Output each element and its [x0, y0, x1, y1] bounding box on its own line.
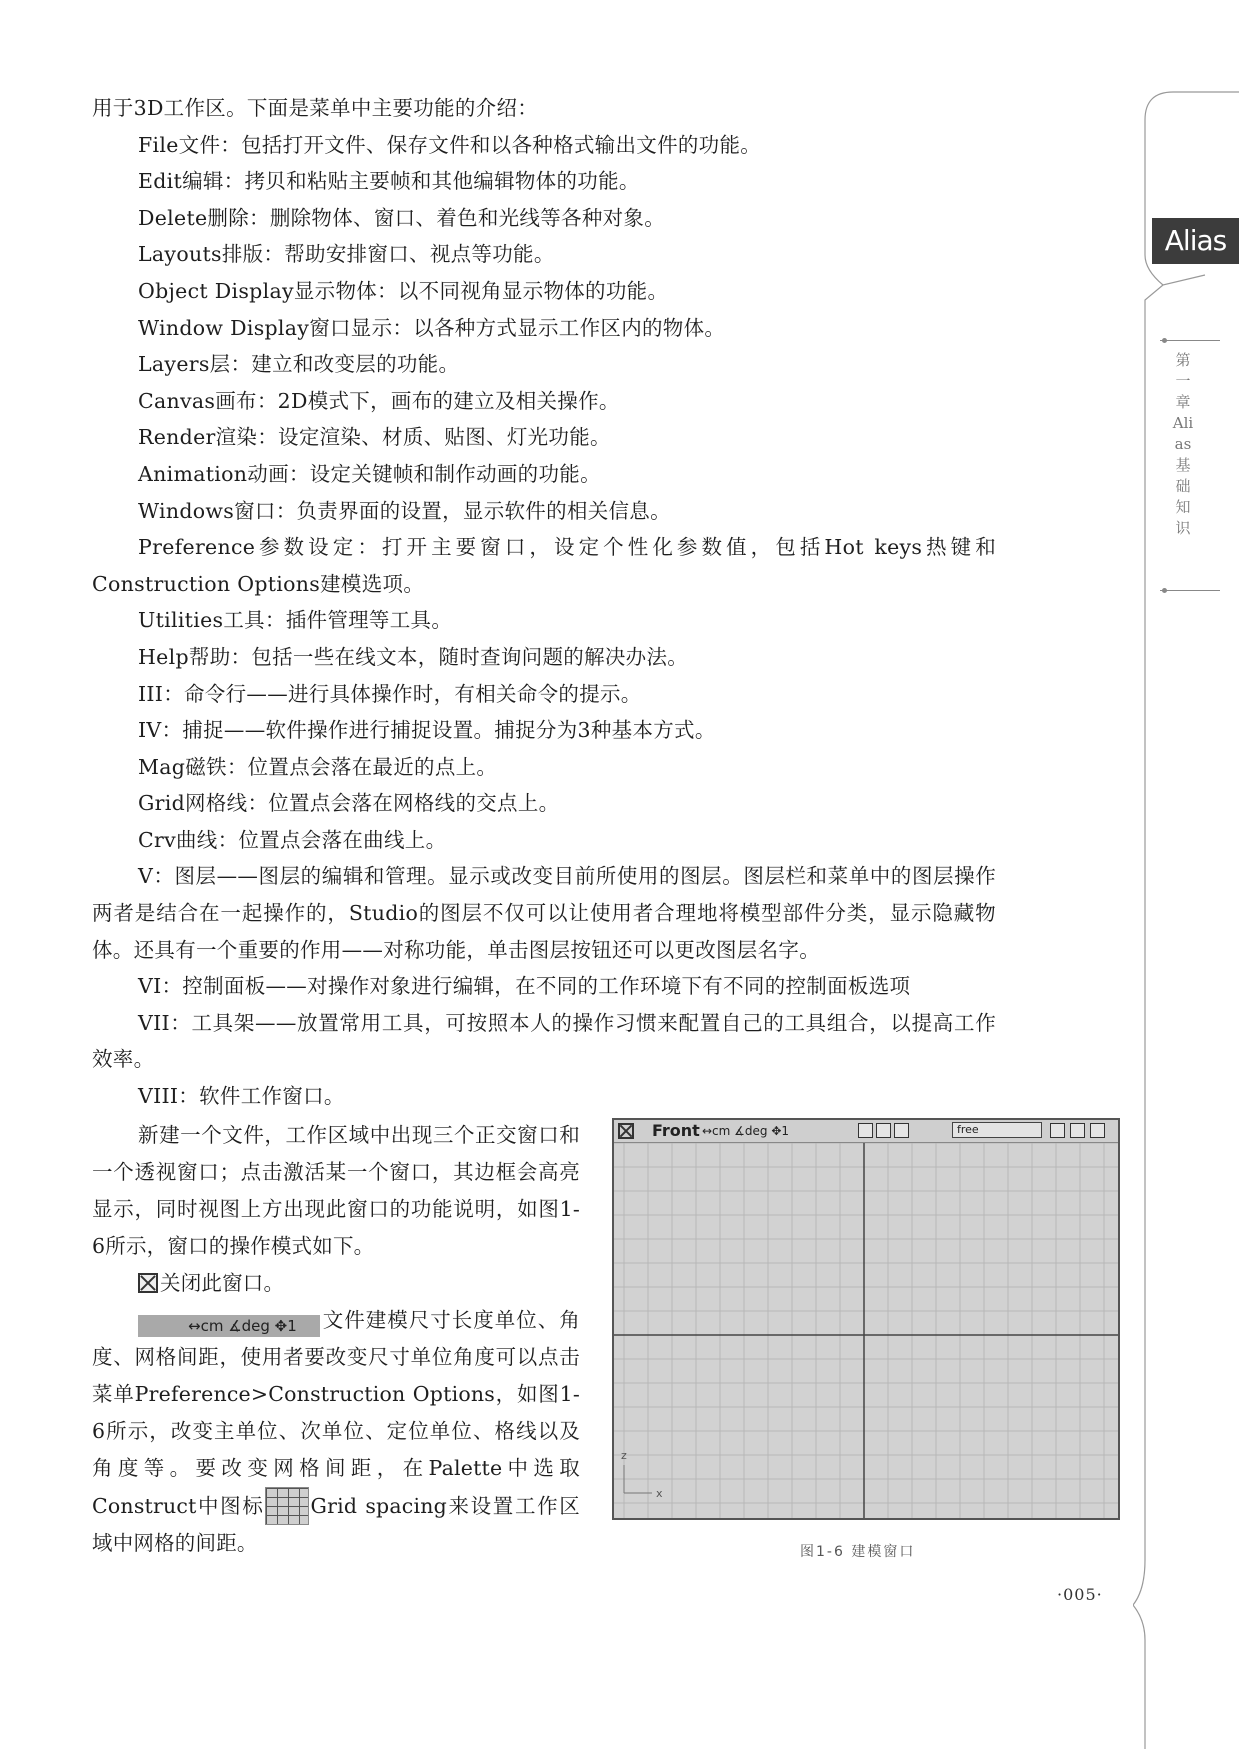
menu-item-layers: Layers层：建立和改变层的功能。 — [138, 352, 460, 377]
zoom-icon[interactable] — [858, 1123, 873, 1138]
z-axis-label: z — [621, 1449, 627, 1462]
view-name: Front — [652, 1121, 700, 1140]
chapter-rule-bottom — [1160, 590, 1220, 591]
menu-item-preference: Preference参数设定：打开主要窗口，设定个性化参数值，包括Hot keys热键和Construction Options建模选项。 — [92, 535, 996, 596]
units-toolbar-icon: ↔cm ∡deg ✥1 — [138, 1315, 320, 1337]
section-v: V：图层——图层的编辑和管理。显示或改变目前所使用的图层。图层栏和菜单中的图层操作两者是结合在一起操作的，Studio的图层不仅可以让使用者合理地将模型部件分类，显示隐藏物体。还具有一个重要的作用——对称功能，单击图层按钮还可以更改图层名字。 — [92, 864, 996, 962]
window-layout-icon[interactable] — [1050, 1123, 1065, 1138]
window-toolbar — [614, 1120, 1118, 1143]
dolly-icon[interactable] — [876, 1123, 891, 1138]
figure-caption: 图1-6 建模窗口 — [800, 1544, 916, 1560]
chapter-rule-top — [1160, 340, 1220, 341]
track-icon[interactable] — [894, 1123, 909, 1138]
close-window-line — [92, 1265, 580, 1302]
menu-item-edit: Edit编辑：拷贝和粘贴主要帧和其他编辑物体的功能。 — [138, 169, 640, 194]
viewport-grid — [614, 1143, 1118, 1518]
menu-item-layouts: Layouts排版：帮助安排窗口、视点等功能。 — [138, 242, 555, 267]
grid-spacing-icon — [265, 1487, 309, 1525]
section-vi: VI：控制面板——对操作对象进行编辑，在不同的工作环境下有不同的控制面板选项 — [138, 974, 911, 999]
snap-item-mag: Mag磁铁：位置点会落在最近的点上。 — [138, 754, 498, 779]
menu-item-utilities: Utilities工具：插件管理等工具。 — [138, 608, 453, 633]
modeling-window-figure — [612, 1118, 1120, 1520]
mode-field[interactable]: free — [952, 1122, 1042, 1138]
units-paragraph — [92, 1302, 580, 1562]
maximize-window-icon[interactable] — [1090, 1123, 1105, 1138]
menu-item-file: File文件：包括打开文件、保存文件和以各种格式输出文件的功能。 — [138, 132, 762, 157]
grid-spacing-text: Grid spacing来设置工作区域中网格的间距。 — [92, 1494, 580, 1555]
close-window-text: 关闭此窗口。 — [160, 1271, 285, 1295]
menu-item-help: Help帮助：包括一些在线文本，随时查询问题的解决办法。 — [138, 644, 689, 669]
alias-logo: Alias — [1152, 218, 1239, 264]
menu-item-render: Render渲染：设定渲染、材质、贴图、灯光功能。 — [138, 425, 611, 450]
viewport[interactable] — [614, 1143, 1118, 1518]
main-text — [92, 90, 996, 1115]
page-number: ·005· — [1057, 1585, 1103, 1604]
units-text: 文件建模尺寸长度单位、角度、网格间距，使用者要改变尺寸单位角度可以点击菜单Preference>Construction Options，如图1-6所示，改变主单位、次单位、定位单位、格线以及角度等。要改变网格间距，在Palette中选取Construct中图标 — [92, 1308, 580, 1518]
menu-item-delete: Delete删除：删除物体、窗口、着色和光线等各种对象。 — [138, 205, 666, 230]
menu-item-canvas: Canvas画布：2D模式下，画布的建立及相关操作。 — [138, 388, 620, 413]
section-iv: IV：捕捉——软件操作进行捕捉设置。捕捉分为3种基本方式。 — [138, 718, 716, 743]
close-window-button[interactable] — [618, 1123, 634, 1139]
menu-item-object-display: Object Display显示物体：以不同视角显示物体的功能。 — [138, 278, 669, 303]
window-number-icon[interactable] — [1070, 1123, 1085, 1138]
x-axis-label: x — [656, 1487, 663, 1500]
units-readout[interactable]: ↔cm ∡deg ✥1 — [702, 1124, 790, 1138]
chapter-dot-top — [1162, 338, 1167, 343]
menu-item-windows: Windows窗口：负责界面的设置，显示软件的相关信息。 — [138, 498, 671, 523]
chapter-dot-bottom — [1162, 588, 1167, 593]
section-viii: VIII：软件工作窗口。 — [138, 1084, 345, 1109]
section-iii: III：命令行——进行具体操作时，有相关命令的提示。 — [138, 681, 642, 706]
intro-paragraph: 用于3D工作区。下面是菜单中主要功能的介绍： — [92, 96, 539, 120]
chapter-title: 第一章 Alias基础知识 — [1172, 351, 1194, 537]
window-description — [92, 1117, 580, 1562]
section-vii: VII：工具架——放置常用工具，可按照本人的操作习惯来配置自己的工具组合，以提高工作效率。 — [92, 1010, 996, 1072]
menu-item-window-display: Window Display窗口显示：以各种方式显示工作区内的物体。 — [138, 315, 726, 340]
snap-item-grid: Grid网格线：位置点会落在网格线的交点上。 — [138, 791, 560, 816]
menu-item-animation: Animation动画：设定关键帧和制作动画的功能。 — [138, 461, 601, 486]
snap-item-crv: Crv曲线：位置点会落在曲线上。 — [138, 827, 447, 852]
new-file-paragraph: 新建一个文件，工作区域中出现三个正交窗口和一个透视窗口；点击激活某一个窗口，其边框会高亮显示，同时视图上方出现此窗口的功能说明，如图1-6所示，窗口的操作模式如下。 — [92, 1123, 580, 1258]
close-window-icon — [138, 1273, 158, 1293]
